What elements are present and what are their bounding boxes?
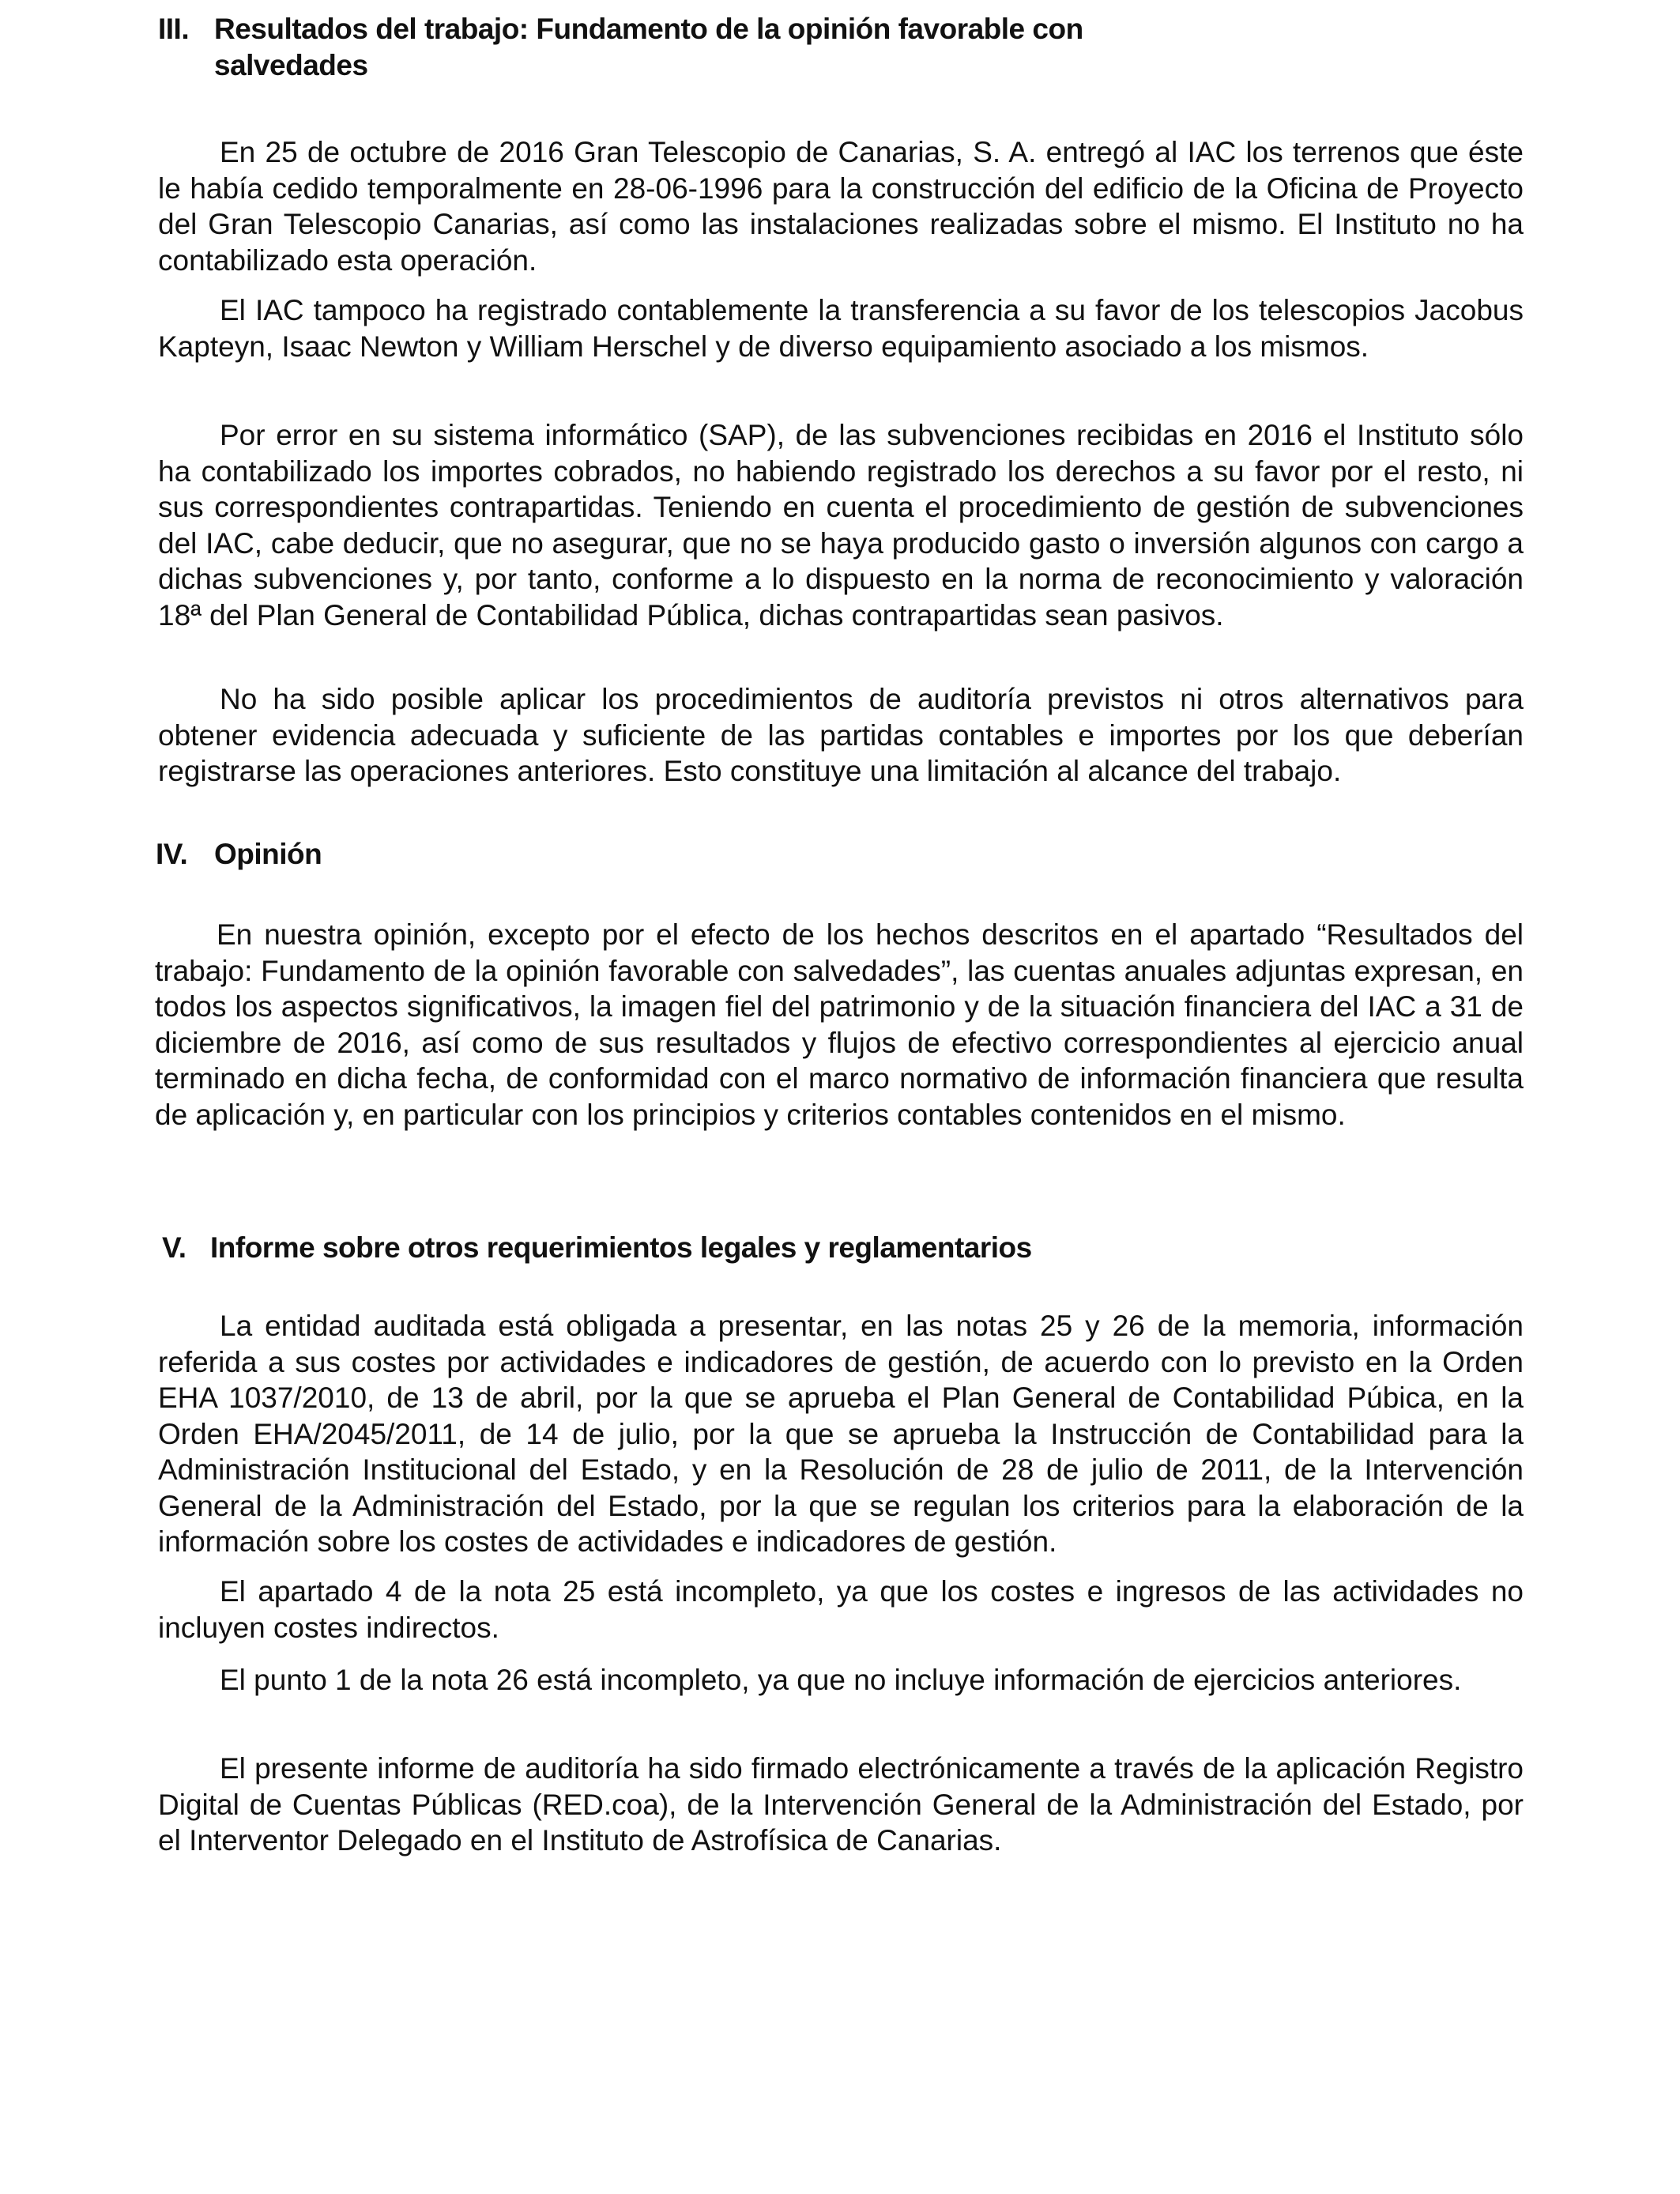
section-iii-number: III. [158, 13, 190, 45]
section-v-title: Informe sobre otros requerimientos legales y reglamentarios [210, 1231, 1032, 1264]
section-v-paragraph-1: La entidad auditada está obligada a presentar, en las notas 25 y 26 de la memoria, información referida a sus costes por actividades e indicadores de gestión, de acuerdo con lo previsto en la Orden EHA 1037/2010, de 13 de abril, por la que se aprueba el Plan General de Contabilidad Púbica, en la Orden EHA/2045/2011, de 14 de julio, por la que se aprueba la Instrucción de Contabilidad para la Administración Institucional del Estado, y en la Resolución de 28 de julio de 2011, de la Intervención General de la Administración del Estado, por la que se regulan los criterios para la elaboración de la información sobre los costes de actividades e indicadores de gestión. [158, 1310, 1524, 1558]
section-v-heading [162, 1230, 1032, 1266]
section-iii-paragraph-4: No ha sido posible aplicar los procedimientos de auditoría previstos ni otros alternativos para obtener evidencia adecuada y suficiente de las partidas contables e importes por los que deberían registrarse las operaciones anteriores. Esto constituye una limitación al alcance del trabajo. [158, 683, 1524, 787]
section-iii-paragraph-1: En 25 de octubre de 2016 Gran Telescopio de Canarias, S. A. entregó al IAC los terrenos que éste le había cedido temporalmente en 28-06-1996 para la construcción del edificio de la Oficina de Proyecto del Gran Telescopio Canarias, así como las instalaciones realizadas sobre el mismo. El Instituto no ha contabilizado esta operación. [158, 136, 1524, 277]
section-iv-number: IV. [156, 838, 188, 870]
section-v-number: V. [162, 1231, 186, 1264]
section-v-paragraph-3: El punto 1 de la nota 26 está incompleto, ya que no incluye información de ejercicios anteriores. [220, 1664, 1462, 1696]
section-v-paragraph-4: El presente informe de auditoría ha sido firmado electrónicamente a través de la aplicación Registro Digital de Cuentas Públicas (RED.coa), de la Intervención General de la Administración del Estado, por el Interventor Delegado en el Instituto de Astrofísica de Canarias. [158, 1752, 1524, 1857]
section-iv-title: Opinión [214, 838, 322, 870]
section-iv-paragraph-1: En nuestra opinión, excepto por el efecto de los hechos descritos en el apartado “Resultados del trabajo: Fundamento de la opinión favorable con salvedades”, las cuentas anuales adjuntas expresan, en todos los aspectos significativos, la imagen fiel del patrimonio y de la situación financiera del IAC a 31 de diciembre de 2016, así como de sus resultados y flujos de efectivo correspondientes al ejercicio anual terminado en dicha fecha, de conformidad con el marco normativo de información financiera que resulta de aplicación y, en particular con los principios y criterios contables contenidos en el mismo. [155, 918, 1524, 1131]
section-iii-paragraph-3: Por error en su sistema informático (SAP), de las subvenciones recibidas en 2016 el Instituto sólo ha contabilizado los importes cobrados, no habiendo registrado los derechos a su favor por el resto, ni sus correspondientes contrapartidas. Teniendo en cuenta el procedimiento de gestión de subvenciones del IAC, cabe deducir, que no asegurar, que no se haya producido gasto o inversión algunos con cargo a dichas subvenciones y, por tanto, conforme a lo dispuesto en la norma de reconocimiento y valoración 18ª del Plan General de Contabilidad Pública, dichas contrapartidas sean pasivos. [158, 419, 1524, 631]
section-iv-heading [156, 836, 322, 873]
section-iii-title-line2: salvedades [214, 49, 368, 81]
section-v-paragraph-2: El apartado 4 de la nota 25 está incompleto, ya que los costes e ingresos de las actividades no incluyen costes indirectos. [158, 1575, 1524, 1644]
section-iii-title-line1: Resultados del trabajo: Fundamento de la opinión favorable con [214, 13, 1083, 45]
section-iii-heading [158, 11, 1083, 84]
section-iii-paragraph-2: El IAC tampoco ha registrado contablemente la transferencia a su favor de los telescopios Jacobus Kapteyn, Isaac Newton y William Herschel y de diverso equipamiento asociado a los mismos. [158, 294, 1524, 363]
